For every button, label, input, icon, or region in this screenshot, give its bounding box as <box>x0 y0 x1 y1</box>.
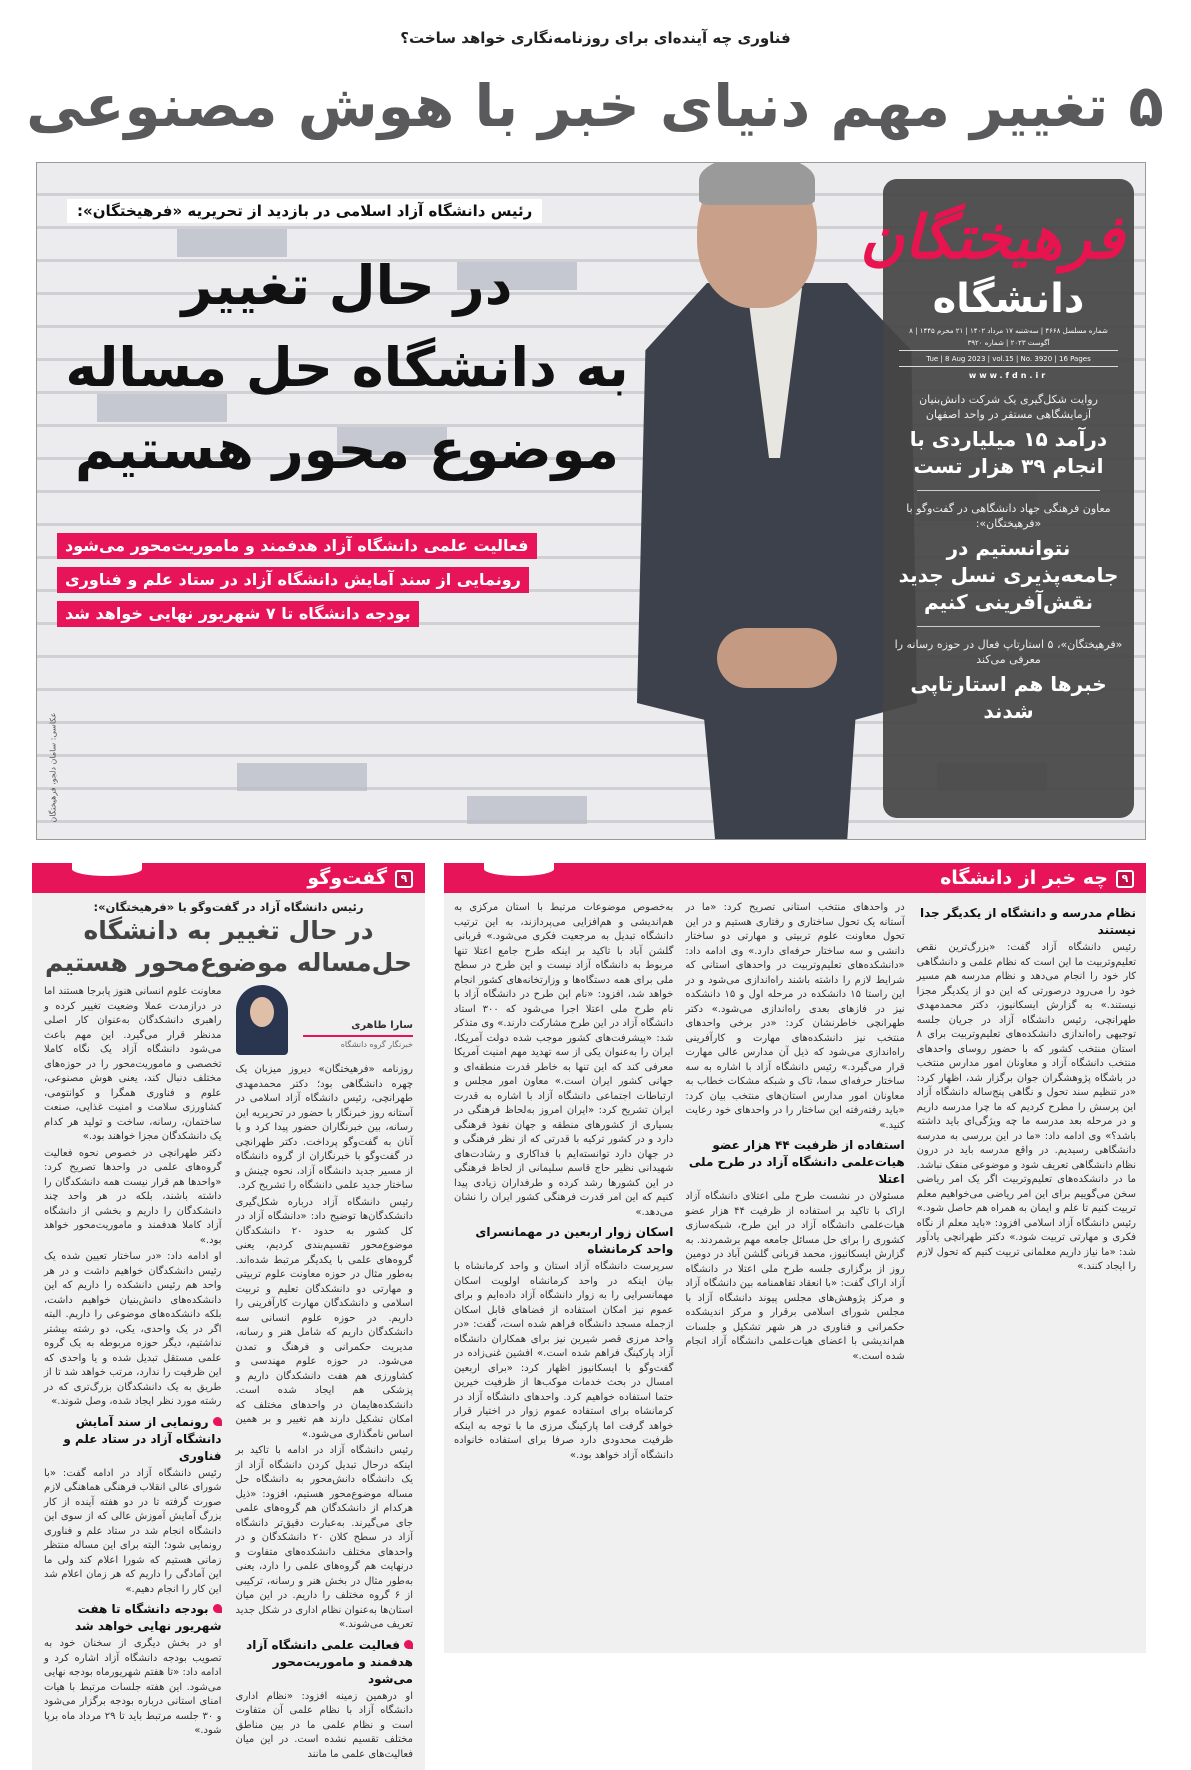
news-column-1 <box>917 901 1136 1465</box>
cover-highlight[interactable]: رونمایی از سند آمایش دانشگاه آزاد در ستاد علم و فناوری <box>57 567 529 593</box>
section-title: چه خبر از دانشگاه <box>940 867 1108 889</box>
interview-section-header[interactable] <box>32 863 425 893</box>
interview-section <box>32 863 425 1770</box>
subhead: رونمایی از سند آمایش دانشگاه آزاد در ستاد علم و فناوری <box>44 1414 222 1465</box>
brick <box>237 763 367 791</box>
panel-story-kicker: معاون فرهنگی جهاد دانشگاهی در گفت‌وگو با «فرهیختگان»: <box>906 502 1111 530</box>
paragraph: رئیس دانشگاه آزاد در ادامه گفت: «با شورای عالی انقلاب فرهنگی هماهنگی لازم صورت گرفته تا در دو هفته آینده از کار بزرگ آمایش آموزش عالی که از سوی این دانشگاه انجام شد در ستاد علم و فناوری رونمایی شود؛ البته برای این مساله منتظر زمانی هستیم که شورا اعلام کند ولی ما این آمادگی را داریم که هر زمان اعلام شد این کار را انجام دهیم.» <box>44 1467 222 1595</box>
website-link[interactable]: www.fdn.ir <box>968 371 1049 380</box>
page-number-badge: ۹ <box>1116 870 1134 888</box>
subhead: بودجه دانشگاه تا هفت شهریور نهایی خواهد شد <box>44 1601 222 1635</box>
reporter-byline <box>236 985 414 1059</box>
header-notch <box>484 862 554 876</box>
cover-title-line: به دانشگاه حل مساله <box>65 336 629 399</box>
paragraph: به‌خصوص موضوعات مرتبط با استان مرکزی به هم‌اندیشی و هم‌افزایی می‌پردازند، به این ترتیب دانشگاه تبدیل به مرجعیت فکری می‌شود.» قربانی گلشن آباد با تاکید بر اینکه طرح جامع اعتلا تنها مربوط به دانشگاه آزاد نیست و این طرح در سطح ملی برای همه دستگاه‌ها و وزارتخانه‌های کشور انجام خواهد شد، افزود: «نام این طرح در دانشگاه آزاد با نام طرح ملی اعتلا اجرا می‌شود که ۳۰۰ استاد دانشگاه آزاد در این طرح مشارکت دارند.» وی متذکر شد: «پیشرفت‌های کشور موجب شده دولت آمریکا، ایران را به‌عنوان یکی از سه تهدید مهم امنیت آمریکا معرفی کند که این تنها به خاطر قدرت منطقه‌ای و جهانی کشور ایران است.» معاون امور مجلس و ارتباطات اجتماعی دانشگاه آزاد با اشاره به قدرت ایران تشریح کرد: «ایران امروز به‌لحاظ فرهنگی در بسیاری از کشورهای منطقه و جهان نفوذ فرهنگی دارد و در کشور ترکیه با قدرتی که از نظر فرهنگی و در جهان دارد توانسته‌ایم با فداکاری و رشادت‌های شهیدانی نظیر حاج قاسم سلیمانی از لحاظ فرهنگی در این کشورها رشد کرده و طرفداران زیادی پیدا کنیم که این امر قدرت فرهنگی کشور ایران را نشان می‌دهد.» <box>454 902 674 1218</box>
issue-meta-en: Tue | 8 Aug 2023 | vol.15 | No. 3920 | 16 Pages <box>899 353 1118 367</box>
panel-story-headline[interactable]: درآمد ۱۵ میلیاردی با انجام ۳۹ هزار تست <box>909 427 1108 478</box>
paragraph: روزنامه «فرهیختگان» دیروز میزبان یک چهره دانشگاهی بود؛ دکتر محمدمهدی طهرانچی، رئیس دانشگاه آزاد اسلامی در آستانه روز خبرنگار با حضور در تحریریه این رسانه، بین خبرنگاران حضور پیدا کرد و با آنان به گفت‌وگو پرداخت. دکتر طهرانچی در گفت‌وگو با خبرنگاران از گروه دانشگاه از مسیر جدید دانشگاه آزاد، نحوه چینش و ساختار جدید علمی دانشگاه را تشریح کرد. <box>235 1064 413 1191</box>
reporter-avatar <box>236 985 288 1055</box>
paragraph: او ادامه داد: «در ساختار تعیین شده یک رئیس دانشکدگان خواهیم داشت و در هر واحد هم رئیس دانشکده را داریم که این دانشکده‌های دانش‌بنیان خواهیم داشت، بلکه دانشکده‌های موضوعی را داریم. البته اگر در یک واحدی، یکی، دو رشته بیشتر نداشتیم، دیگر حوزه مربوطه به یک گروه علمی مستقل تبدیل شده و یا واحدی که این ظرفیت را ندارد، مرتب خواهد شد تا از طریق به یک دانشکدگان بزرگ‌تری که در رشته مورد نظر ایجاد شده، وصل شوند.» <box>44 1251 222 1407</box>
header-notch <box>72 862 142 876</box>
section-title: گفت‌وگو <box>307 867 387 889</box>
paragraph: رئیس دانشگاه آزاد گفت: «بزرگ‌ترین نقص تعلیم‌وتربیت ما این است که نظام علمی و دانشگاهی کار خود را انجام می‌دهد و نظام مدرسه هم مسیر خود را می‌رود درصورتی که این دو از یکدیگر مجزا نیستند.» به گزارش ایسکانیوز، دکتر محمدمهدی طهرانچی، رئیس دانشگاه آزاد در جریان جلسه توجیهی راه‌اندازی دانشکده‌های تعلیم‌وتربیت برای ۸ استان منتخب کشور که با حضور روسای واحدهای منتخب دانشگاه آزاد و معاونان امور مدارس منتخب در باشگاه پژوهشگران جوان برگزار شد، اظهار کرد: «در تنظیم سند تحول و نگاهی پنج‌ساله دانشگاه آزاد این پرسش را مطرح کردیم که ما چرا مدرسه داریم و در مرحله بعد مدرسه ما چه ویژگی‌ای باید داشته باشد؟» وی ادامه داد: «ما در این بررسی به مدرسه دانشگاهی رسیدیم. در واقع مدرسه باید در درون نظام دانشگاهی تعریف شود و موضوعی منفک نباشد. ما در دانشکده‌های تعلیم‌وتربیت اگر یک امر ریاضی سخن می‌گوییم برای این امر ریاضی می‌خواهیم معلم تربیت کنیم تا علم و ایمان به همراه هم حاصل شود.» رئیس دانشگاه آزاد اسلامی افزود: «باید معلم از نگاه فکری و مهارتی تربیت شود.» دکتر طهرانچی یادآور شد: «ما نیاز داریم معلمانی تربیت کنیم که تحول لازم را ایجاد کنند.» <box>916 942 1136 1272</box>
divider <box>917 490 1100 491</box>
reporter-role: خبرنگار گروه دانشگاه <box>340 1040 413 1049</box>
paragraph: سرپرست دانشگاه آزاد استان و واحد کرمانشاه با بیان اینکه در واحد کرمانشاه اولویت اسکان مهمانسرایی را به زوار دانشگاه آزاد داده‌ایم و برای عموم نیز امکان استفاده از فضاهای قابل اسکان ازجمله مسجد دانشگاه فراهم شده است، گفت: «در واحد مرزی قصر شیرین نیز برای همکاران دانشگاه آزاد پارکینگ فراهم شده است.» افشین غنی‌زاده در گفت‌وگو با ایسکانیوز اظهار کرد: «برای اربعین امسال در بحث خدمات موکب‌ها از ظرفیت خیرین حتما استفاده خواهیم کرد. واحدهای دانشگاه آزاد در کرمانشاه برای استفاده عموم زوار در اختیار قرار خواهد گرفت اما پارکینگ مرزی ما با توجه به اینکه ظرفیت محدودی دارد صرفا برای استفاده خانواده دانشگاه آزاد خواهد بود.» <box>454 1261 674 1461</box>
panel-story-headline[interactable]: خبرها هم استارتاپی شدند <box>910 672 1107 723</box>
cover-kicker: رئیس دانشگاه آزاد اسلامی در بازدید از تحریریه «فرهیختگان»: <box>67 199 542 223</box>
paragraph: معاونت علوم انسانی هنوز پابرجا هستند اما در درازمدت عملا وضعیت تغییر کرده و راهبری دانشکدگان به‌عنوان کار اصلی مدنظر قرار می‌گیرد. این مهم باعث می‌شود دانشگاه آزاد یک نگاه کاملا تخصصی و ماموریت‌محور را در حوزه‌های مختلف دنبال کند، یعنی هوش مصنوعی، علوم و فناوری همگرا و کوانتومی، کشاورزی سلامت و امنیت غذایی، صنعت ساختمان، رسانه، ساخت و تولید هر کدام یک دانشکدگان مجزا خواهند بود.» <box>44 986 222 1142</box>
paragraph: او در بخش دیگری از سخنان خود به تصویب بودجه دانشگاه آزاد اشاره کرد و ادامه داد: «تا هفتم شهریورماه بودجه نهایی می‌شود. این هفته جلسات مرتبط با هیات امنای استانی درباره بودجه برگزار می‌شود و ۳۰ جلسه مرتبط باید تا ۲۹ مرداد ماه برپا شود.» <box>44 1638 222 1736</box>
divider <box>917 626 1100 627</box>
cover-title-line: موضوع محور هستیم <box>75 418 619 481</box>
interview-title[interactable]: در حال تغییر به دانشگاه حل‌مساله موضوع‌محور هستیم <box>44 916 412 977</box>
main-headline[interactable]: ۵ تغییر مهم دنیای خبر با هوش مصنوعی <box>26 72 1164 140</box>
interview-kicker: رئیس دانشگاه آزاد در گفت‌وگو با «فرهیختگان»: <box>93 900 364 914</box>
paragraph: دکتر طهرانچی در خصوص نحوه فعالیت گروه‌های علمی در واحدها تصریح کرد: «واحدها هم قرار نیست همه دانشکدگان را داشته باشند، بلکه در هر واحد چند دانشکدگان را داریم و بخشی از دانشگاه آزاد کاملا هدفمند و ماموریت‌محور خواهد بود.» <box>44 1147 222 1246</box>
news-section-header[interactable] <box>444 863 1146 893</box>
subhead: فعالیت علمی دانشگاه آزاد هدفمند و ماموریت‌محور می‌شود <box>236 1637 414 1688</box>
paragraph: رئیس دانشگاه آزاد درباره شکل‌گیری دانشکدگان‌ها توضیح داد: «دانشگاه آزاد در کل کشور به حدود ۲۰ دانشکدگان موضوع‌محور تقسیم‌بندی کردیم، یعنی گروه‌های علمی با یکدیگر مرتبط شده‌اند. به‌طور مثال در حوزه معاونت علوم تربیتی و مهارتی دو دانشکدگان تعلیم و تربیت اسلامی و دانشکدگان مهارت کارآفرینی را داریم. در حوزه علوم انسانی سه دانشکدگان داریم که شامل هنر و رسانه، مدیریت حکمرانی و فرهنگ و تمدن می‌شود. در حوزه علوم مهندسی و کشاورزی هم هفت دانشکدگان داریم و پزشکی هم ایجاد شده است. دانشکده‌هایمان در واحدهای مختلف که امکان تشکیل دارند هم تغییر و بر همین اساس نامگذاری می‌شود.» <box>235 1196 413 1440</box>
paragraph: در واحدهای منتخب استانی تصریح کرد: «ما در آستانه یک تحول ساختاری و رفتاری هستیم و در این تحول معاونت علوم تربیتی و مهارتی دو ساختار دانشی و سه ساختار حرفه‌ای دارد.» وی ادامه داد: «دانشکده‌های تعلیم‌وتربیت در واحدهای استانی که شرایط لازم را داشته باشند راه‌اندازی می‌شود و در این راستا ۱۵ دانشکده در مرحله اول و ۱۵ دانشکده نیز در فازهای بعدی راه‌اندازی می‌شود.» دکتر طهرانچی خاطرنشان کرد: «در برخی واحدهای منتخب نیز دانشکده‌های مهارت و کارآفرینی راه‌اندازی می‌شود که ذیل آن مدارس عالی مهارت قرار می‌گیرد.» رئیس دانشگاه آزاد با اشاره به سه ساختار حرفه‌ای سما، تاک و شبکه مشکات خطاب به معاونان امور مدارس استان‌های منتخب بیان کرد: «باید رفته‌رفته این ساختار را در واحدهای خود رعایت کنید.» <box>685 902 905 1131</box>
news-column-2 <box>685 901 904 1465</box>
news-section <box>444 863 1146 1653</box>
news-columns <box>444 893 1146 1465</box>
logo-farhikhtegan: فرهیختگان <box>860 203 1124 273</box>
paragraph: او درهمین زمینه افزود: «نظام اداری دانشگاه آزاد با نظام علمی آن متفاوت است و نظام علمی ما در بین مناطق مختلف تقسیم نشده است. در این میان فعالیت‌های علمی ما مانند <box>235 1690 413 1760</box>
paragraph: مسئولان در نشست طرح ملی اعتلای دانشگاه آزاد اراک با تاکید بر استفاده از ظرفیت ۴۴ هزار عضو هیات‌علمی دانشگاه آزاد در این طرح، شبکه‌سازی کشوری را برای حل مسائل جامعه مهم برشمردند. به گزارش ایسکانیوز، محمد قربانی گلشن آباد در دومین روز از برگزاری جلسه طرح ملی اعتلا در دانشگاه آزاد اراک گفت: «با انعقاد تفاهمنامه بین دانشگاه آزاد و مرکز پژوهش‌های مجلس پیوند دانشگاه آزاد با مجلس شورای اسلامی برقرار و مرکز اندیشکده حکمرانی و فناوری در هر شهر تشکیل و جلسات هم‌اندیشی با اعضای هیات‌علمی دانشگاه آزاد انجام شده است.» <box>685 1191 905 1362</box>
subhead: اسکان زوار اربعین در مهمانسرای واحد کرمانشاه <box>475 1225 674 1256</box>
page-number-badge: ۹ <box>395 870 413 888</box>
paragraph: رئیس دانشگاه آزاد در ادامه با تاکید بر اینکه درحال تبدیل کردن دانشگاه آزاد از یک دانشگاه دانش‌محور به دانشگاه حل مساله موضوع‌محور هستیم، افزود: «ذیل هرکدام از دانشکدگان هم گروه‌های علمی جای می‌گیرند. به‌عبارت دقیق‌تر دانشگاه آزاد در سطح کلان ۲۰ دانشکدگان و در واحدهای مختلف دانشکده‌های متفاوت و درنهایت هم گروه‌های علمی را دارد، یعنی به‌طور مثال در بخش هنر و رسانه، ترکیبی از ۶ گروه مختلف را داریم. در این میان استان‌ها به‌عنوان نظام اداری در شکل جدید تعریف می‌شوند.» <box>235 1445 413 1630</box>
panel-story-kicker: روایت شکل‌گیری یک شرکت دانش‌بنیان آزمایشگاهی مستقر در واحد اصفهان <box>919 393 1098 421</box>
subhead: استفاده از ظرفیت ۴۴ هزار عضو هیات‌علمی دانشگاه آزاد در طرح ملی اعتلا <box>688 1138 905 1186</box>
masthead-panel <box>860 179 1134 818</box>
news-column-3 <box>454 901 673 1465</box>
cover-title-line: در حال تغییر <box>181 254 513 317</box>
reporter-face <box>250 997 274 1027</box>
panel-story-headline[interactable]: نتوانستیم در جامعه‌پذیری نسل جدید نقش‌آفرینی کنیم <box>898 536 1119 614</box>
man-hair <box>699 162 815 205</box>
photo-credit: عکاسی: سامان دلجو، فرهیختگان <box>48 712 58 823</box>
man-hands <box>717 628 837 688</box>
brick <box>467 796 587 824</box>
reporter-name: سارا طاهری <box>303 1019 413 1037</box>
subhead: نظام مدرسه و دانشگاه از یکدیگر جدا نیستند <box>919 906 1136 937</box>
issue-meta-fa: شماره مسلسل ۴۶۶۸ | سه‌شنبه ۱۷ مرداد ۱۴۰۲ | ۲۱ محرم ۱۴۴۵ | ۸ آگوست ۲۰۲۳ | شماره ۳۹۲۰ <box>899 325 1118 351</box>
cover-highlight[interactable]: بودجه دانشگاه تا ۷ شهریور نهایی خواهد شد <box>57 601 419 627</box>
top-kicker: فناوری چه آینده‌ای برای روزنامه‌نگاری خواهد ساخت؟ <box>400 29 791 47</box>
logo-daneshgah: دانشگاه <box>932 276 1085 322</box>
cover-title[interactable] <box>47 245 647 491</box>
cover-highlight[interactable]: فعالیت علمی دانشگاه آزاد هدفمند و ماموریت‌محور می‌شود <box>57 533 537 559</box>
panel-story-kicker: «فرهیختگان»، ۵ استارتاپ فعال در حوزه رسانه را معرفی می‌کند <box>894 638 1123 666</box>
interview-body <box>32 979 425 1762</box>
